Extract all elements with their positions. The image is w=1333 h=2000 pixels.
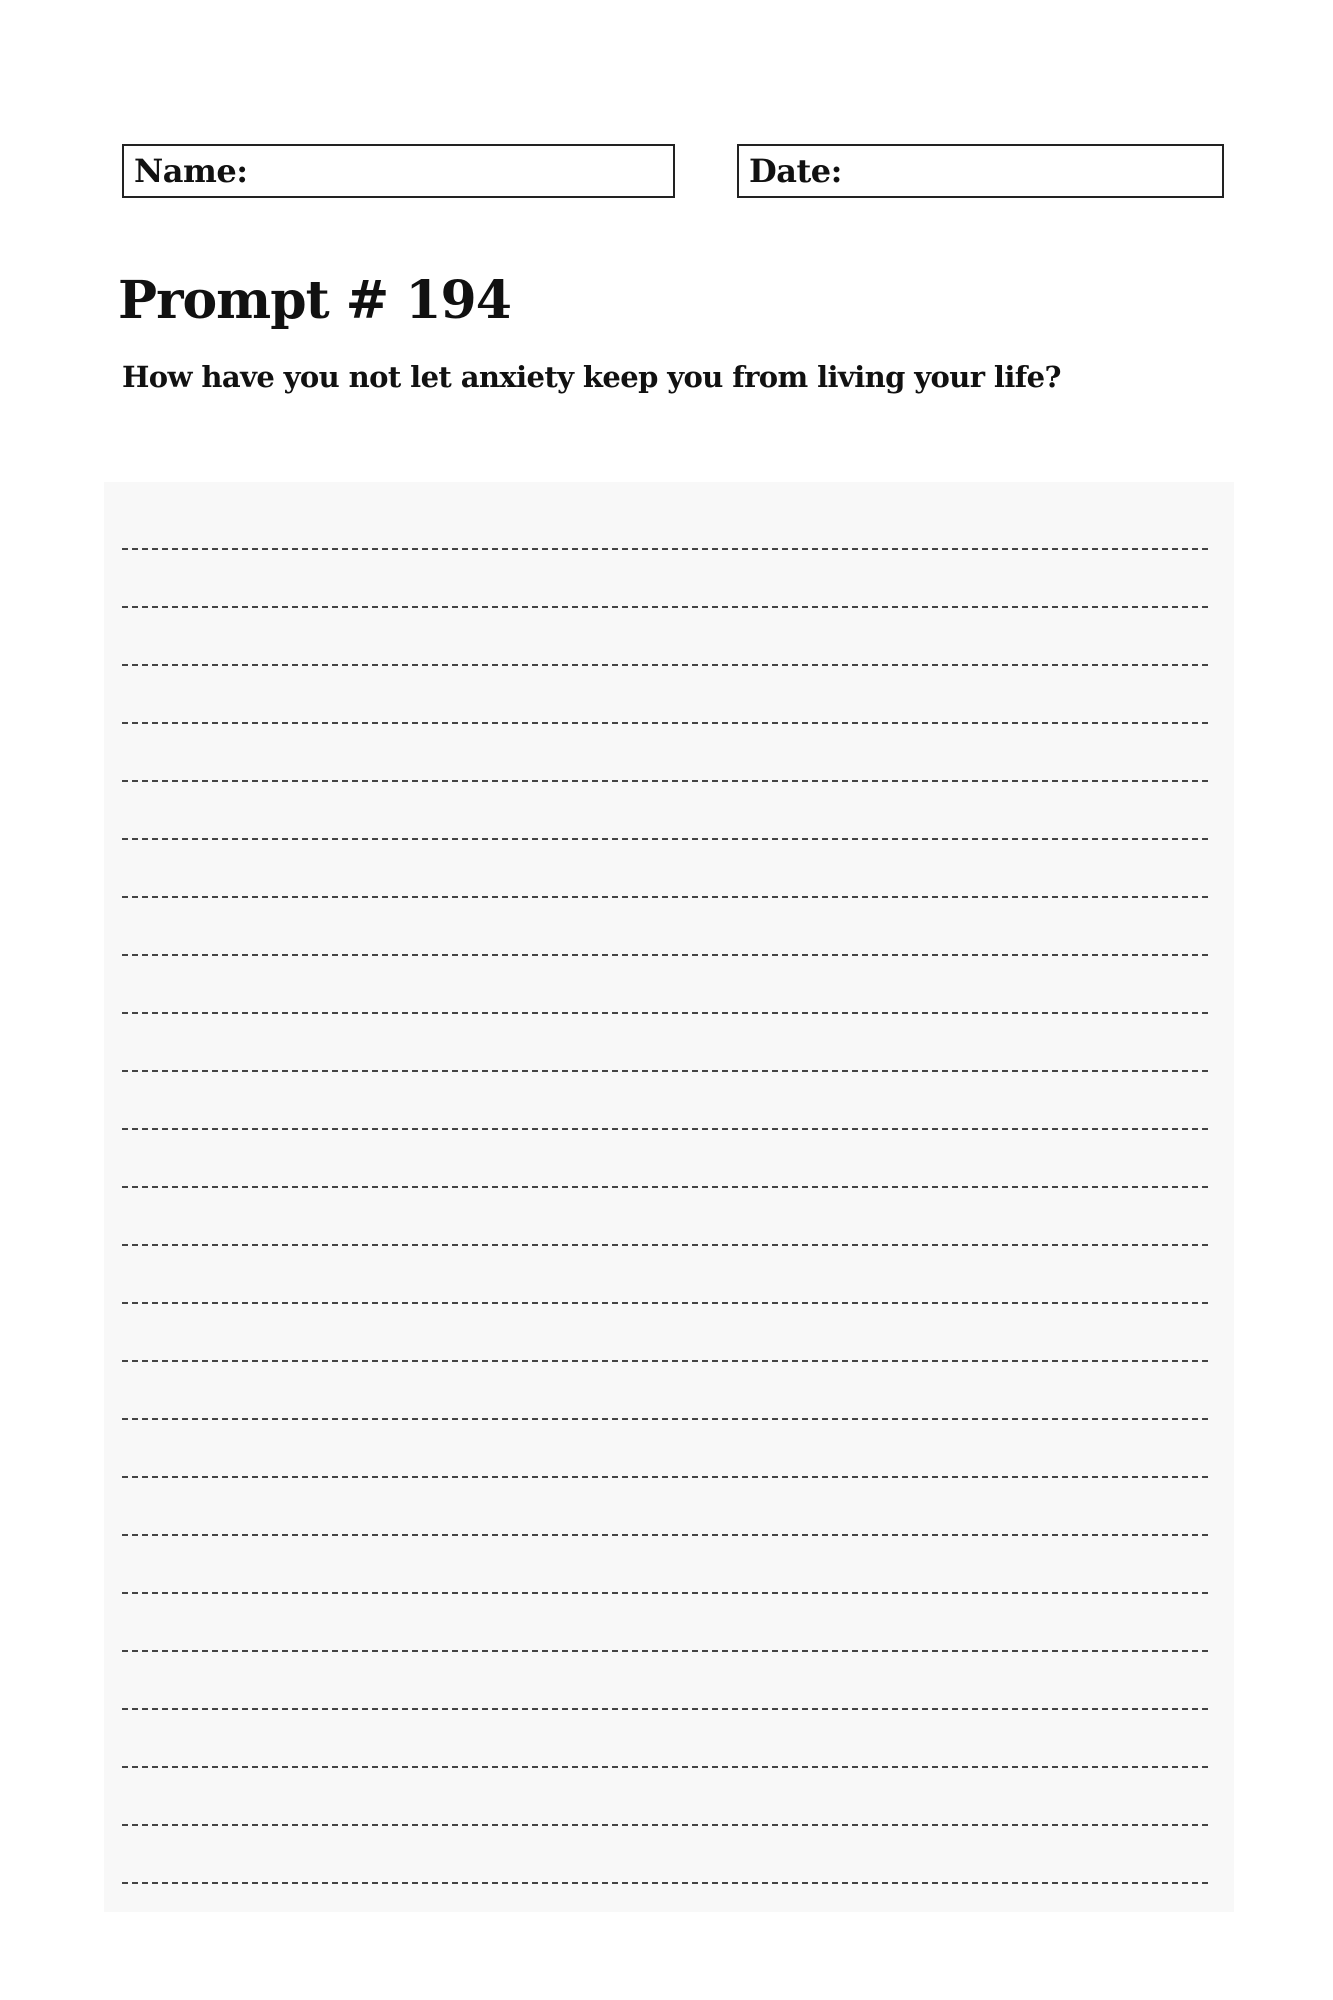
writing-line (122, 780, 1208, 782)
writing-line (122, 1650, 1208, 1652)
writing-line (122, 1360, 1208, 1362)
writing-line (122, 1186, 1208, 1188)
writing-line (122, 1882, 1208, 1884)
writing-line (122, 722, 1208, 724)
name-field[interactable] (122, 144, 675, 198)
writing-line (122, 1476, 1208, 1478)
writing-line (122, 664, 1208, 666)
writing-line (122, 606, 1208, 608)
name-label: Name: (134, 152, 248, 190)
writing-line (122, 1244, 1208, 1246)
date-field[interactable] (737, 144, 1224, 198)
writing-area[interactable] (104, 482, 1234, 1912)
writing-line (122, 548, 1208, 550)
writing-line (122, 954, 1208, 956)
prompt-title: Prompt # 194 (118, 270, 511, 331)
prompt-question: How have you not let anxiety keep you from living your life? (122, 360, 1061, 394)
writing-line (122, 1012, 1208, 1014)
date-label: Date: (749, 152, 842, 190)
writing-line (122, 1128, 1208, 1130)
writing-line (122, 1070, 1208, 1072)
writing-line (122, 1708, 1208, 1710)
writing-line (122, 838, 1208, 840)
writing-line (122, 1766, 1208, 1768)
writing-line (122, 1302, 1208, 1304)
writing-line (122, 1824, 1208, 1826)
writing-line (122, 1592, 1208, 1594)
writing-line (122, 1418, 1208, 1420)
writing-line (122, 896, 1208, 898)
writing-line (122, 1534, 1208, 1536)
